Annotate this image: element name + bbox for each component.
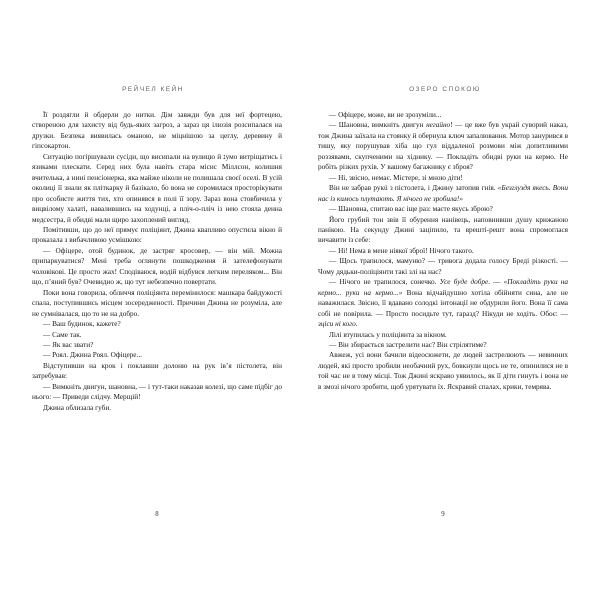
paragraph: Його грубий тон звів її обурення нанівець, наповнивши душу крижаною панікою. На секунду Джині заціпило, та врешті-решт вона спромоглася вичавити із себе:	[318, 215, 568, 245]
paragraph: — Шановна, вимкніть двигун негайно! — це вже був украй суворий наказ, тож Джина заїхала на стоянку й обернула ключ запалювання. Мотор занурився в тишу, яку порушував хіба що гул віддаленої розмови між допитливими роззявами, скупченими на хіднику. — Покладіть обидві руки на кермо. Не робіть різких рухів. У вашому багажнику є зброя?	[318, 121, 568, 172]
paragraph: Ситуацію погіршували сусіди, що висипали на вулицю й נумо витріщатись і язиками плескати. Серед них була навіть стара місис Міллсон, колишня вчителька, а нині пенсіонерка, яка майже ніколи не полишала своєї оселі. В усій околиці її знали як пліткарку й базікало, бо вона не соромилася просторікувати про особисте життя тих, хто опинявся в полі її зору. Зараз вона стовбичила у вицвілому халаті, навалившись на ходунці, а пліч-о-пліч із нею стояла денна медсестра, й обидві мали щиро захоплений вигляд.	[32, 152, 282, 224]
paragraph: — Як вас звати?	[43, 340, 94, 349]
paragraph: — Офіцере, може, ви не зрозуміли...	[329, 111, 442, 119]
paragraph: — Ні, звісно, немає. Містере, зі мною діти!	[329, 173, 463, 182]
paragraph: — Вимкніть двигун, шановна, — і тут-таки наказав колезі, що саме підбіг до нього: — Приведи слідчу. Мерщій!	[32, 382, 282, 402]
left-running-head: РЕЙЧЕЛ КЕЙН	[122, 86, 184, 93]
right-page	[300, 0, 600, 600]
paragraph: — Саме так.	[43, 330, 82, 339]
paragraph: — Шановна, спитаю вас іще раз: маєте якусь зброю?	[329, 205, 493, 214]
paragraph: Відступивши на крок і поклавши долоню на рук ів’я пістолета, він затребував:	[32, 361, 282, 381]
paragraph: Він не забрав рукú з пістолета, і Джину затопив гнів. «Безглуздя якесь. Вони нас із кимось плутають. Я нічого не зробила!»	[318, 184, 568, 203]
paragraph: Авжеж, усі вони бачили відеосюжети, де людей застрелюють — невинних людей, які просто зробили необачний рух, бовкнули щось не те, опинилися не в той час не в тому місці. Тож Джині яскраво уявилось, як її діти гинуть і вона не в змозі нічого зробити, щоб урятувати їх. Яскравий спалах, крики, темрява.	[318, 351, 568, 391]
left-page-number: 8	[155, 511, 159, 518]
paragraph: Джина облизала губи.	[43, 403, 112, 412]
paragraph: — Офіцере, отой будинок, де застряг кросовер, — він мій. Можна припаркуватися? Мені треба оглянути пошкодження й зателефонувати чоловікові. Це просто жах! Сподіваюся, водій відбувся легким переляком... Він що, п’яний був? Очевидно ж, що тут небезпечно повертати.	[32, 246, 282, 287]
paragraph: Лілі втупилась у поліціянта за вікном.	[329, 330, 447, 339]
paragraph: Її роздягли й обдерли до нитки. Дім завжди був для неї фортецею, створеною для захисту від будь-яких загроз, а зараз ця ілюзія розсипалася на друзки. Безпека виявилась оманою, не міцнішою за цеглу, деревину й гіпсокартон.	[32, 111, 282, 151]
paragraph: — Ні! Нема в мене ніякої зброї! Нічого такого.	[329, 246, 474, 255]
left-page-body	[32, 110, 282, 413]
paragraph: — Нічого не трапилося, сонечко. Усе буде добре. — «Покладіть руки на кермо... руки на кермо...» Вона відчайдушно хотіла обійняти сина, але не наважилася. Звісно, її вдавано солодкі інтонації не обдурили його. Вона її сама собі не повірила. — Просто посидьте тут, гаразд? Нікуди не ходіть. Обоє: — зціси ні кого.	[318, 278, 569, 329]
right-page-body	[318, 110, 568, 392]
right-page-number: 9	[441, 511, 445, 518]
right-running-head: ОЗЕРО СПОКОЮ	[409, 86, 481, 93]
paragraph: — Роял. Джина Роял. Офіцере...	[43, 351, 142, 360]
paragraph: — Ваш будинок, кажете?	[43, 320, 121, 329]
paragraph: — Він збирається застрелити нас? Він стрілятиме?	[329, 340, 487, 349]
paragraph: — Щось трапилося, мамуню? — тривога додала голосу Бреді різкості. — Чому дядьки-поліціянти такі злі на нас?	[318, 257, 568, 276]
paragraph: Поки вона говорила, обличчя поліціянта перемінилося: машкара байдужості спала, поступившись місцем зосередженості. Причини Джина не розуміла, але не сумнівалася, що то не на добро.	[32, 288, 282, 318]
paragraph: Помітивши, що до неї прямує поліціянт, Джина квапливо опустила вікно й проказала з вибачливою усмішкою:	[32, 225, 282, 245]
